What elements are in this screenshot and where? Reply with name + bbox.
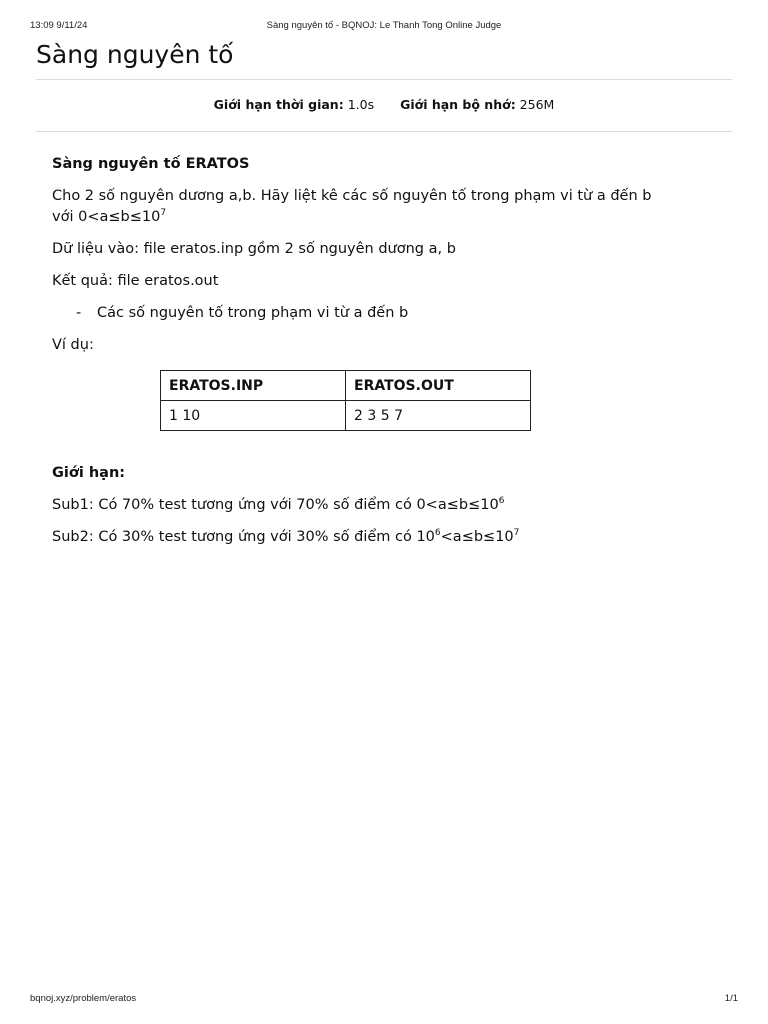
output-bullet-text: Các số nguyên tố trong phạm vi từ a đến b [97,305,409,321]
table-header-row [161,371,531,401]
description-text: Cho 2 số nguyên dương a,b. Hãy liệt kê các số nguyên tố trong phạm vi từ a đến b với 0<a≤b≤10 [52,188,652,225]
bullet-dash: - [76,305,82,321]
memory-limit-label: Giới hạn bộ nhớ: [400,97,516,112]
table-header-output: ERATOS.OUT [346,371,531,401]
print-datetime: 13:09 9/11/24 [30,20,88,31]
limits-divider [36,131,732,132]
example-label: Ví dụ: [52,337,94,353]
description-exponent: 7 [160,208,167,219]
output-description: Kết quả: file eratos.out [52,273,219,289]
table-header-input: ERATOS.INP [161,371,346,401]
constraints-heading: Giới hạn: [52,465,126,481]
output-bullet [76,303,652,324]
page-title: Sàng nguyên tố [36,40,234,69]
memory-limit-value: 256M [519,97,555,112]
table-row [161,401,531,431]
print-page-number: 1/1 [724,993,738,1004]
limits-bar [36,97,732,112]
subtask-2 [52,527,652,548]
title-divider [36,79,732,80]
time-limit-label: Giới hạn thời gian: [213,97,344,112]
input-description: Dữ liệu vào: file eratos.inp gồm 2 số nguyên dương a, b [52,241,456,257]
subtask-2-exponent-1: 6 [434,528,441,539]
print-footer [30,993,738,1005]
print-page-title: Sàng nguyên tố - BQNOJ: Le Thanh Tong Online Judge [266,20,502,31]
subtask-1 [52,495,652,516]
table-cell-output: 2 3 5 7 [346,401,531,431]
subtask-1-exponent: 6 [498,496,505,507]
print-url: bqnoj.xyz/problem/eratos [30,993,137,1004]
time-limit-value: 1.0s [347,97,375,112]
subtask-2-exponent-2: 7 [513,528,520,539]
table-cell-input: 1 10 [161,401,346,431]
print-header [30,20,738,32]
subtask-2-middle: <a≤b≤10 [440,529,514,545]
problem-statement [52,154,652,356]
problem-description [52,186,652,228]
problem-heading: Sàng nguyên tố ERATOS [52,156,250,172]
subtask-2-prefix: Sub2: Có 30% test tương ứng với 30% số điểm có 10 [52,529,435,545]
example-table [160,370,531,431]
subtask-1-text: Sub1: Có 70% test tương ứng với 70% số điểm có 0<a≤b≤10 [52,497,499,513]
constraints-section [52,463,652,548]
